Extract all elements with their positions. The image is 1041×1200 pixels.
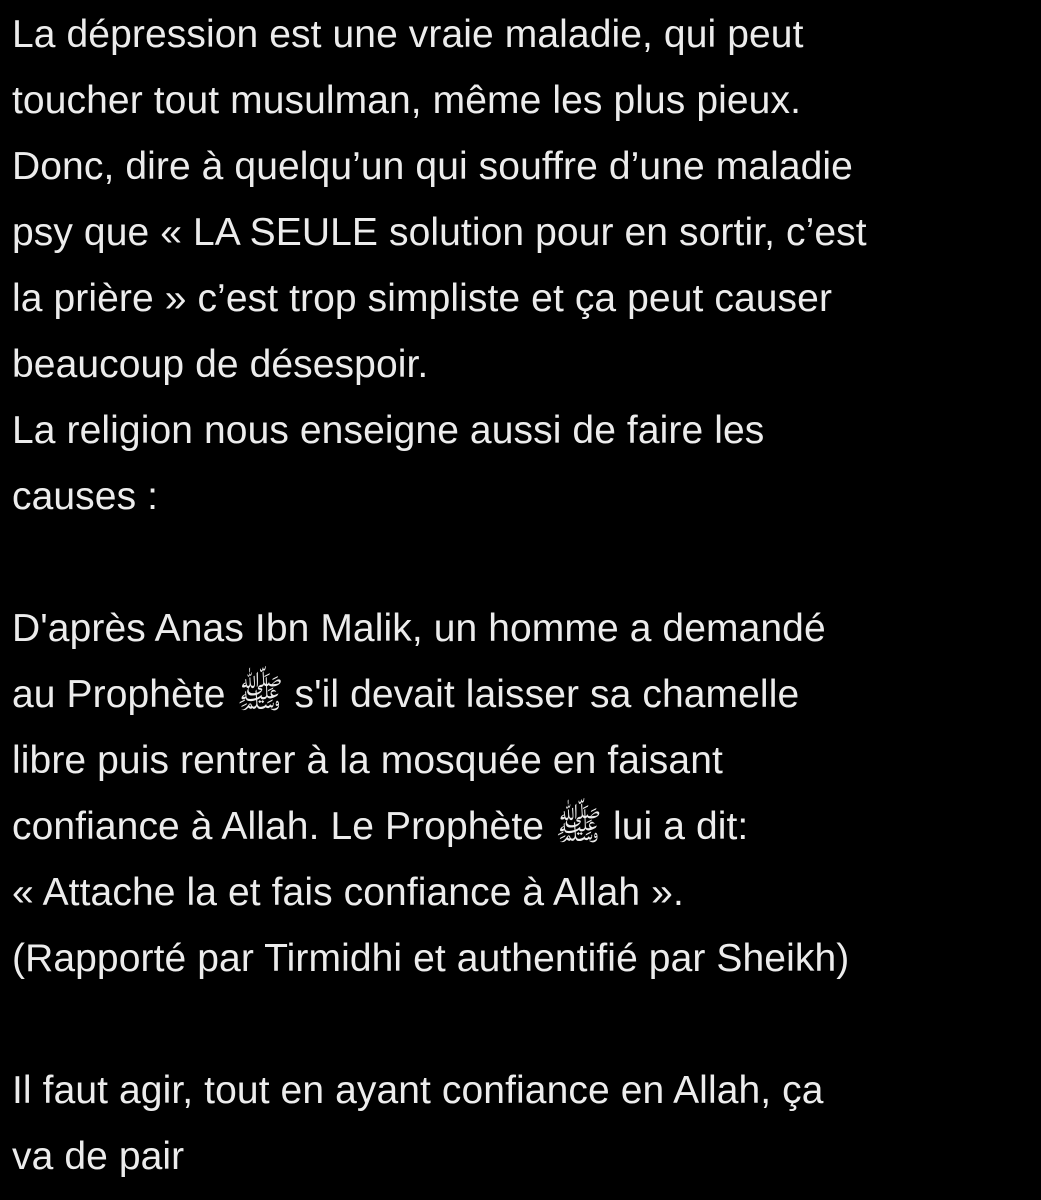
text-line: toucher tout musulman, même les plus pieux. bbox=[12, 79, 802, 122]
text-line: La dépression est une vraie maladie, qui peut bbox=[12, 13, 804, 56]
paragraph-depression bbox=[12, 0, 1032, 528]
text-line: libre puis rentrer à la mosquée en faisant bbox=[12, 739, 723, 782]
text-line: D'après Anas Ibn Malik, un homme a demandé bbox=[12, 607, 826, 650]
text-line: confiance à Allah. Le Prophète ﷺ lui a dit: bbox=[12, 805, 749, 848]
paragraph-hadith bbox=[12, 594, 1032, 990]
text-line: au Prophète ﷺ s'il devait laisser sa chamelle bbox=[12, 673, 800, 716]
paragraph-conclusion bbox=[12, 1056, 1032, 1188]
text-line: La religion nous enseigne aussi de faire les bbox=[12, 409, 765, 452]
text-line: psy que « LA SEULE solution pour en sortir, c’est bbox=[12, 211, 867, 254]
text-line: Il faut agir, tout en ayant confiance en Allah, ça bbox=[12, 1069, 824, 1112]
text-line: (Rapporté par Tirmidhi et authentifié par Sheikh) bbox=[12, 937, 850, 980]
text-line: beaucoup de désespoir. bbox=[12, 343, 429, 386]
text-line: la prière » c’est trop simpliste et ça peut causer bbox=[12, 277, 833, 320]
blank-line bbox=[12, 528, 1032, 594]
note-body bbox=[12, 0, 1032, 1188]
text-line: « Attache la et fais confiance à Allah ». bbox=[12, 871, 684, 914]
blank-line bbox=[12, 990, 1032, 1056]
text-line: causes : bbox=[12, 475, 159, 518]
text-line: va de pair bbox=[12, 1135, 185, 1178]
text-line: Donc, dire à quelqu’un qui souffre d’une maladie bbox=[12, 145, 853, 188]
